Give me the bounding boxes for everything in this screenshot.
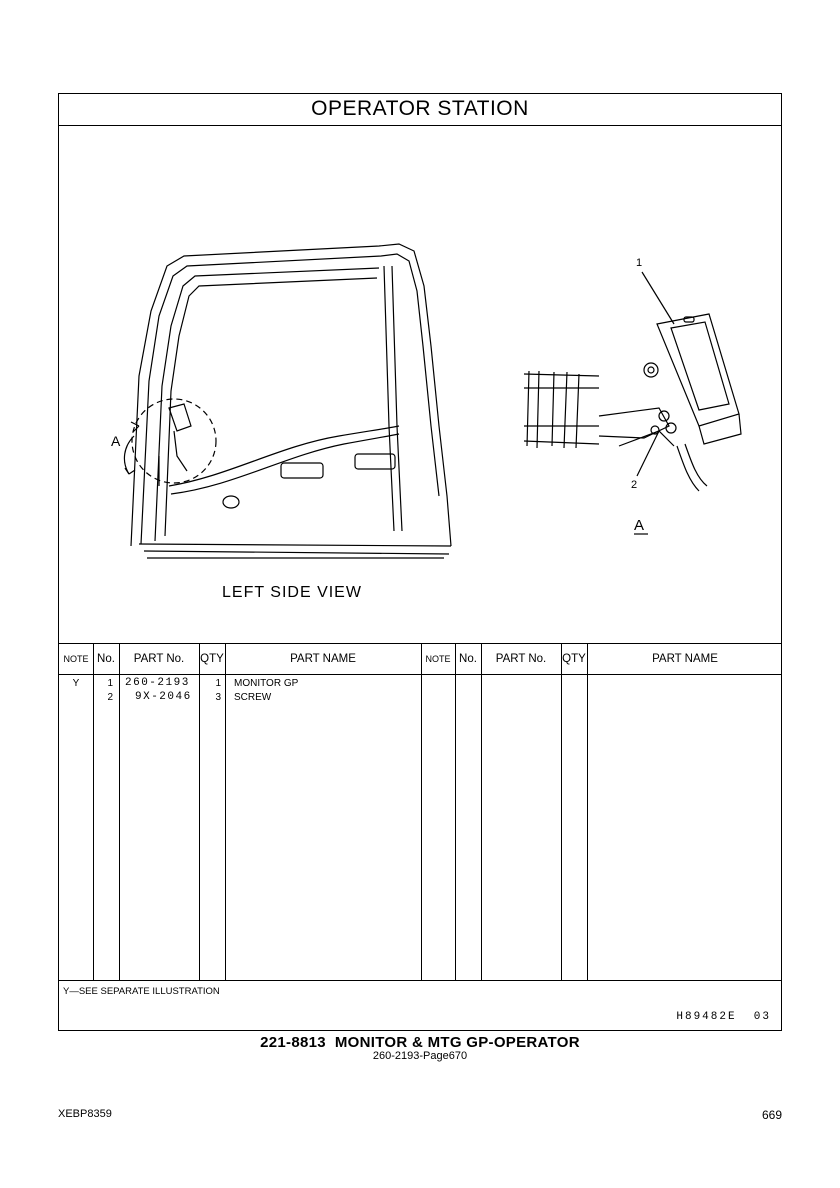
row-2-part-no: 9X-2046 xyxy=(135,691,192,703)
row-1-part-name: MONITOR GP xyxy=(234,678,299,689)
document-id: XEBP8359 xyxy=(58,1108,112,1120)
page-reference: 260-2193-Page670 xyxy=(372,1050,468,1062)
row-1-part-no: 260-2193 xyxy=(125,677,190,689)
footnote: Y—SEE SEPARATE ILLUSTRATION xyxy=(63,986,220,997)
cab-illustration xyxy=(59,126,783,643)
row-1-qty: 1 xyxy=(215,678,221,689)
detail-marker-label: A xyxy=(111,433,121,449)
illustration-area xyxy=(59,126,781,643)
detail-view-label: A xyxy=(634,517,645,534)
callout-2: 2 xyxy=(631,479,638,491)
row-1-note: Y xyxy=(72,678,80,689)
page-title: OPERATOR STATION xyxy=(59,94,781,126)
col-header-qty: QTY xyxy=(200,653,224,665)
col-header-part-no-2: PART No. xyxy=(495,653,547,665)
col-header-part-no: PART No. xyxy=(133,653,185,665)
col-header-part-name: PART NAME xyxy=(290,653,356,665)
footnote-area xyxy=(59,980,781,1032)
left-side-view-label: LEFT SIDE VIEW xyxy=(222,584,362,601)
illustration-code: H89482E 03 xyxy=(676,1011,771,1023)
row-1-no: 1 xyxy=(107,678,113,689)
col-header-no-2: No. xyxy=(459,653,477,665)
col-header-note-2: NOTE xyxy=(425,654,451,664)
col-header-note: NOTE xyxy=(63,654,89,664)
group-title: 221-8813 MONITOR & MTG GP-OPERATOR xyxy=(260,1034,580,1051)
row-2-no: 2 xyxy=(107,692,113,703)
row-2-qty: 3 xyxy=(215,692,221,703)
parts-table xyxy=(59,643,781,980)
col-header-qty-2: QTY xyxy=(562,653,586,665)
callout-1: 1 xyxy=(636,257,643,269)
col-header-part-name-2: PART NAME xyxy=(652,653,718,665)
page-number: 669 xyxy=(761,1108,782,1122)
col-header-no: No. xyxy=(97,653,115,665)
parts-page-frame xyxy=(58,93,782,1031)
row-2-part-name: SCREW xyxy=(234,692,272,703)
